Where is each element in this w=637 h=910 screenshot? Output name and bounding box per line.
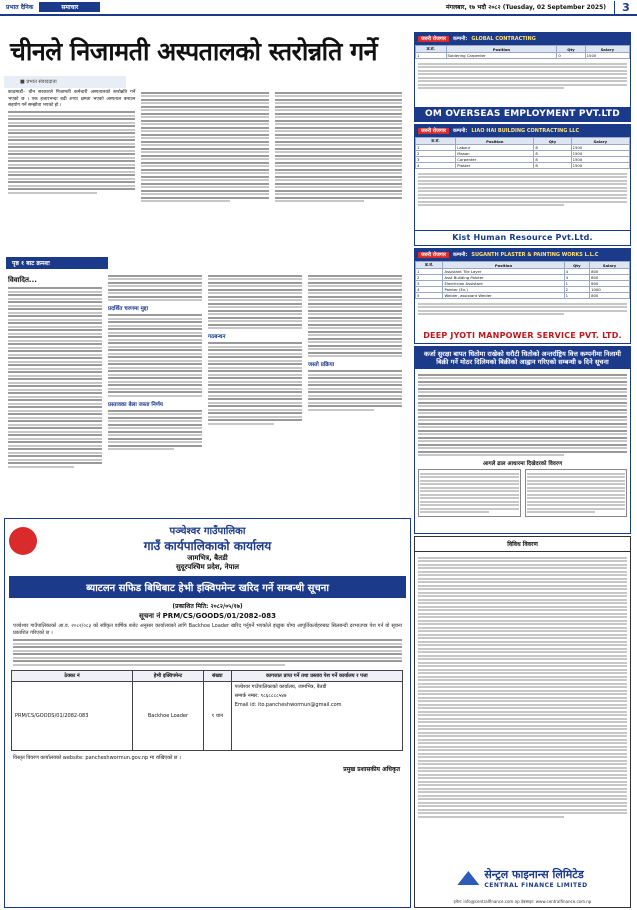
table-header: Qty <box>557 46 585 53</box>
table-cell: 1 <box>564 293 589 299</box>
article-column <box>141 90 268 204</box>
lead-article <box>0 32 410 230</box>
table-cell: 0 <box>557 53 585 59</box>
article-column <box>275 90 402 204</box>
table-row <box>416 53 630 59</box>
column-subhead: प्रस्तावका बेला जस्ता निर्णय <box>108 401 163 408</box>
tender-phone: सम्पर्क नम्बर: ९८६८८८८५४७ <box>234 692 287 699</box>
tender-qty: १ थान <box>203 681 231 750</box>
table-header: क्र.सं. <box>416 262 443 269</box>
continuation-section <box>0 255 410 510</box>
table-cell: Painter (Ex.) <box>443 287 564 293</box>
article-opening: काठमाडौं– चीन सरकारले निजामती कर्मचारी अस्पतालको स्तरोन्नति गर्ने भएको छ । एक हजारभन्दा बढी शय्या क्षमता भएको अस्पताल बनाउन सहयोग गर्ने सम्झौता भएको हो । <box>8 90 136 109</box>
finance-logo <box>415 867 630 889</box>
table-cell: 2 <box>416 151 456 157</box>
table-header: संख्या <box>203 670 231 681</box>
table-cell: Soldering Carpenter <box>446 53 557 59</box>
table-cell: 2 <box>564 287 589 293</box>
tender-signature: प्रमुख प्रशासकीय अधिकृत <box>343 765 400 773</box>
table-cell: 1 <box>416 53 447 59</box>
auction-notice <box>414 346 631 534</box>
ad-company-label: कम्पनी: <box>453 252 468 258</box>
tender-code: PRM/CS/GOODS/01/2082-083 <box>12 681 133 750</box>
agency-name: DEEP JYOTI MANPOWER SERVICE PVT. LTD. <box>415 329 630 343</box>
emblem-icon <box>9 527 37 555</box>
job-ad <box>414 248 631 344</box>
table-cell: 1500 <box>585 53 629 59</box>
tender-title: ब्याटलन सफिड बिधिबाट हेभी इक्विपमेन्ट खरिद गर्ने सम्बन्धी सूचना <box>9 576 406 598</box>
table-cell: 800 <box>590 275 630 281</box>
table-cell: Labour <box>456 145 534 151</box>
tender-pub-date: (प्रकाशित मिति: २०८२/०५/१७) <box>172 603 243 610</box>
masthead <box>0 0 637 16</box>
finance-name-np: सेन्ट्रल फाइनान्स लिमिटेड <box>484 868 584 881</box>
ad-tag: जरुरी रोजगार <box>418 128 449 134</box>
table-header: Qty <box>534 138 571 145</box>
table-cell: 1 <box>416 145 456 151</box>
tender-office-cell <box>231 681 402 750</box>
job-table <box>415 45 630 59</box>
table-cell: 8 <box>534 157 571 163</box>
ad-company: LIAO HAI BUILDING CONTRACTING LLC <box>471 128 580 134</box>
table-header: Position <box>443 262 564 269</box>
table-header: ठेक्का नं <box>12 670 133 681</box>
tender-org: पञ्चेश्वर गाउँपालिका <box>169 526 246 537</box>
newspaper-name: प्रभात दैनिक <box>6 4 34 11</box>
job-ad <box>414 124 631 246</box>
ad-company-label: कम्पनी: <box>453 128 468 134</box>
tender-office-address: पञ्चेश्वर गाउँपालिकाको कार्यालय, जामभित्र, बैतडी <box>234 683 327 690</box>
tender-website: विस्तृत विवरण कार्यालयको website: pancheshwormun.gov.np मा राखिएको छ । <box>13 754 181 761</box>
tender-ref: सूचना नं PRM/CS/GOODS/01/2082-083 <box>139 612 276 620</box>
tender-office: गाउँ कार्यपालिकाको कार्यालय <box>143 539 272 553</box>
finance-logo-icon <box>457 871 479 885</box>
table-cell: 8 <box>534 151 571 157</box>
column-subhead: गठबन्धन <box>208 334 226 340</box>
tender-email[interactable]: Email id: ito.pancheshwormun@gmail.com <box>234 701 342 708</box>
table-cell: 4 <box>564 275 589 281</box>
finance-details-title: विविध विवरण <box>415 537 630 552</box>
ad-company: GLOBAL CONTRACTING <box>471 36 536 42</box>
table-cell: 4 <box>416 163 456 169</box>
finance-notice <box>414 536 631 908</box>
table-cell: 1500 <box>571 151 629 157</box>
table-header: Qty <box>564 262 589 269</box>
column-subhead: प्रदर्शित चरणमा मुद्दा <box>108 306 148 312</box>
tender-notice <box>4 518 411 908</box>
table-cell: 2 <box>416 275 443 281</box>
notice-heading: कर्जा सुरक्षा बापत धितोमा राखेको धरौटी धितोको अन्तर्राष्ट्रिय वित्त कम्पनीमा निलामी बिक्री गर्ने मोठर दिलिमको बिक्रीको आह्वान गरिएको सम्बन्धी ७ दिने सूचना <box>415 347 630 369</box>
table-cell: 1 <box>564 281 589 287</box>
table-cell: 8 <box>534 163 571 169</box>
table-cell: 1500 <box>571 163 629 169</box>
continuation-column <box>8 273 102 469</box>
table-cell: Welder, assistant Welder <box>443 293 564 299</box>
table-cell: Mason <box>456 151 534 157</box>
table-cell: 1500 <box>571 145 629 151</box>
job-ad <box>414 32 631 122</box>
job-table <box>415 137 630 169</box>
table-cell: Asst Building Painter <box>443 275 564 281</box>
table-cell: Carpenter <box>456 157 534 163</box>
ad-tag: जरुरी रोजगार <box>418 252 449 258</box>
column-title: विवादित... <box>8 276 37 284</box>
table-cell: 800 <box>590 293 630 299</box>
table-cell: 5 <box>416 293 443 299</box>
continuation-column <box>108 273 202 469</box>
table-cell: 800 <box>590 269 630 275</box>
table-header: क्र.सं. <box>416 46 447 53</box>
table-row <box>416 163 630 169</box>
tender-province: सुदूरपश्चिम प्रदेश, नेपाल <box>175 563 240 571</box>
agency-name: Kist Human Resource Pvt.Ltd. <box>415 230 630 245</box>
table-cell: Assistant Tile Layer <box>443 269 564 275</box>
continuation-column <box>208 273 302 469</box>
table-cell: Plaster <box>456 163 534 169</box>
notice-table-title: आगले ढाल आधारमा दिखेदरको विवरण <box>482 461 563 467</box>
finance-contact: इमेल: info@centralfinance.com.np वेबसाइट: www.centralfinance.com.np <box>453 899 592 904</box>
byline: ■ प्रभात संवाददाता <box>4 76 126 88</box>
finance-name-en: CENTRAL FINANCE LIMITED <box>484 882 588 889</box>
ad-tag: जरुरी रोजगार <box>418 36 449 42</box>
table-header: Position <box>456 138 534 145</box>
table-header: Salary <box>590 262 630 269</box>
agency-name: OM OVERSEAS EMPLOYMENT PVT.LTD <box>415 107 630 121</box>
table-cell: 4 <box>416 287 443 293</box>
issue-date: मंगलबार, १७ भदौ २०८२ (Tuesday, 02 September 2025) <box>445 4 606 11</box>
tender-table <box>11 670 403 751</box>
table-cell: 8 <box>534 145 571 151</box>
ad-company-label: कम्पनी: <box>453 36 468 42</box>
table-cell: Electrician Assistant <box>443 281 564 287</box>
table-header: क्र.सं. <box>416 138 456 145</box>
table-header: कागजात प्राप्त गर्ने तथा प्रस्ताव पेश गर्ने कार्यालय र पत्ता <box>231 670 402 681</box>
table-header: हेभी इक्विपमेन्ट <box>132 670 203 681</box>
table-cell: 4 <box>564 269 589 275</box>
lead-headline: चीनले निजामती अस्पतालको स्तरोन्नति गर्ने <box>10 37 378 66</box>
table-header: Salary <box>585 46 629 53</box>
table-cell: 1500 <box>571 157 629 163</box>
table-header: Salary <box>571 138 629 145</box>
continuation-column <box>308 273 402 469</box>
section-label: समाचार <box>39 2 100 12</box>
table-cell: 800 <box>590 281 630 287</box>
table-cell: 1 <box>416 269 443 275</box>
table-header: Position <box>446 46 557 53</box>
job-table <box>415 261 630 299</box>
table-cell: 3 <box>416 157 456 163</box>
column-subhead: जस्तो प्रक्रिया <box>308 362 335 368</box>
table-row <box>12 681 403 750</box>
page-number: 3 <box>614 1 637 14</box>
ad-company: SUGANTH PLASTER & PAINTING WORKS L.L.C <box>471 252 599 258</box>
tender-intro: पञ्चेश्वर गाउँपालिकाको आ.व. २०८२/०८३ को स्वीकृत वार्षिक बजेट अनुसार कार्यालयको लागि Backhoe Loader खरिद गर्नुपर्ने भएकोले इच्छुक योग्य आपूर्तिकर्ताहरुबाट सिलबन्दी दरभाउपत्र पेश गर्न यो सूचना प्रकाशित गरिएको छ । <box>13 623 402 636</box>
table-cell: 1000 <box>590 287 630 293</box>
tender-location: जामभित्र, बैतडी <box>187 554 228 562</box>
article-column <box>8 90 135 204</box>
table-row <box>416 293 630 299</box>
tender-item: Backhoe Loader <box>132 681 203 750</box>
continuation-heading: पृष्ठ १ बाट क्रमशः <box>6 257 108 269</box>
table-cell: 3 <box>416 281 443 287</box>
